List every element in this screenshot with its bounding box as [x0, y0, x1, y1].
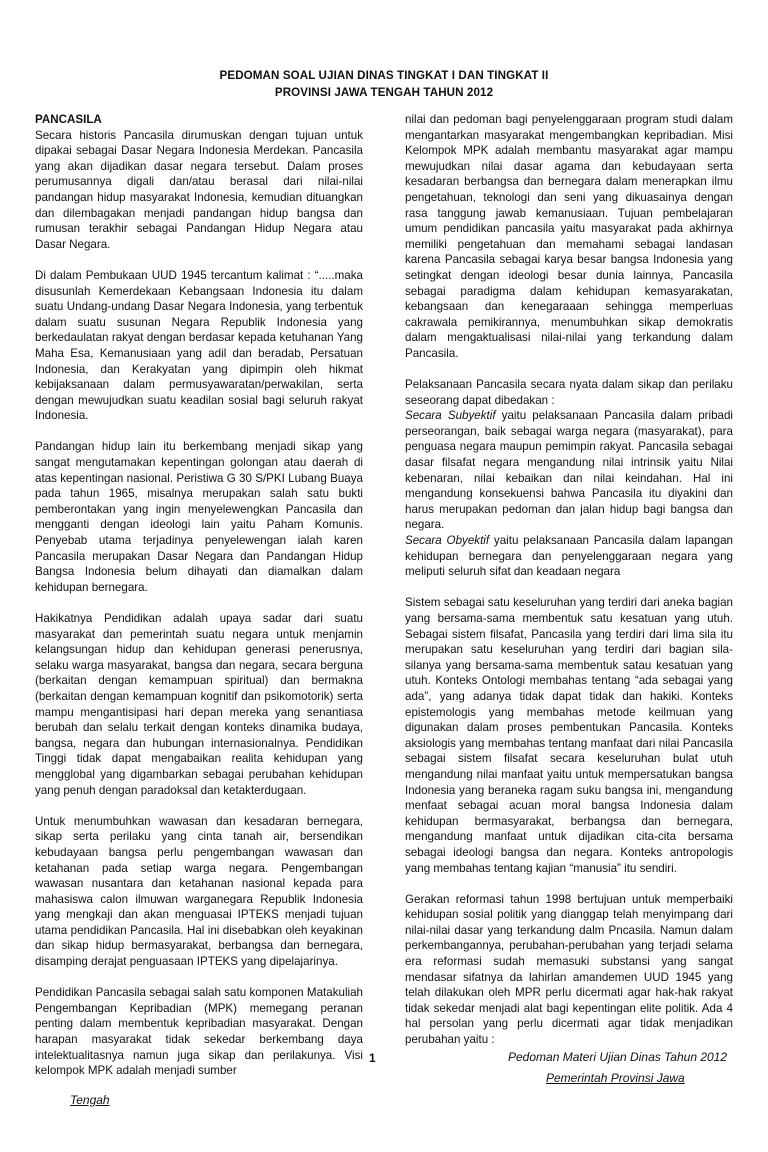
page-number: 1: [369, 1051, 376, 1065]
paragraph-mpk: Pendidikan Pancasila sebagai salah satu komponen Matakuliah Pengembangan Kepribadian (MPK) memegang peranan penting dalam membentuk kepribadian masyarakat. Dengan harapan masyarakat tidak sekedar berkembang daya intelektualitasnya namun juga sikap dan perilakunya. Visi kelompok MPK adalah menjadi sumber: [35, 986, 363, 1078]
implementation-intro: Pelaksanaan Pancasila secara nyata dalam sikap dan perilaku seseorang dapat dibedakan :: [405, 378, 733, 407]
paragraph-reform: Gerakan reformasi tahun 1998 bertujuan untuk memperbaiki kehidupan sosial politik yang dianggap telah menyimpang dari nilai-nilai dasar yang terkandung dalm Pncasila. Namun dalam perkembangannya, perubahan-perubahan yang terjadi selama era reformasi sudah memasuki substansi yang sangat mendasar sifatnya da lahirlan amandemen UUD 1945 yang telah dilakukan oleh MPR perlu dicermati agar hak-hak rakyat tidak sekedar menjadi alat bagi kepentingan elite politik. Ada 4 hal persolan yang perlu dicermati agar tidak menjadikan perubahan yaitu :: [405, 892, 733, 1047]
term-objective: Secara Obyektif: [405, 534, 490, 548]
title-line-2: PROVINSI JAWA TENGAH TAHUN 2012: [274, 86, 494, 99]
footer-publisher: Pemerintah Provinsi Jawa: [546, 1071, 685, 1085]
section-heading: PANCASILA: [35, 113, 102, 126]
term-subjective: Secara Subyektif: [405, 409, 496, 423]
left-column: [35, 112, 363, 1079]
footer-publisher-continued: Tengah: [70, 1093, 110, 1107]
paragraph-implementation: [405, 377, 733, 580]
paragraph-deviation: Pandangan hidup lain itu berkembang menjadi sikap yang sangat mengutamakan kepentingan golongan atau daerah di atas kepentingan nasional. Peristiwa G 30 S/PKI Lubang Buaya pada tahun 1965, misalnya merupakan salah satu bukti pemberontakan yang ingin menyelewengkan Pancasila dan mengganti dengan ideologi lain yaitu Paham Komunis. Penyebab utama terjadinya penyelewengan ialah karen Pancasila merupakan Dasar Negara dan Pandangan Hidup Bangsa Indonesia belum dihayati dan diamalkan dalam kehidupan bernegara.: [35, 440, 363, 594]
paragraph-mpk-continued: nilai dan pedoman bagi penyelenggaraan program studi dalam mengantarkan masyarakat mengembangkan kepribadian. Misi Kelompok MPK adalah membantu masyarakat agar mampu mewujudkan nilai dasar agama dan kebudayaan serta kesadaran berbangsa dan bernegara dalam menerapkan ilmu pengetahuan, teknologi dan seni yang dikuasainya dengan rasa tanggung jawab kemanusiaan. Tujuan pembelajaran umum pendidikan pancasila yaitu masyarakat pada akhirnya memiliki pengetahuan dan memahami sebagai landasan karena Pancasila sebagai karya besar bangsa Indonesia yang setingkat dengan ideologi besar dunia lainnya, Pancasila sebagai paradigma dalam kehidupan kemasyarakatan, kebangsaan dan kenegaraaan sehingga memperluas cakrawala pemikirannya, menumbuhkan sikap demokratis dalam mengaktualisasi nilai-nilai yang terkandung dalam Pancasila.: [405, 113, 733, 360]
paragraph-education: Hakikatnya Pendidikan adalah upaya sadar dari suatu masyarakat dan pemerintah suatu negara untuk menjamin kelangsungan hidup dan kehidupan generasi penerusnya, selaku warga masyarakat, bangsa dan negara, secara berguna (berkaitan dengan kemampuan spiritual) dan bermakna (berkaitan dengan kemampuan kognitif dan psikomotorik) serta mampu mengantisipasi hari depan mereka yang senantiasa berubah dan selalu terkait dengan konteks dinamika budaya, bangsa, negara dan hubungan internasionalnya. Pendidikan Tinggi tidak dapat mengabaikan realita kehidupan yang mengglobal yang digambarkan sebagai perubahan kehidupan yang penuh dengan paradoksal dan ketakterdugaan.: [35, 612, 363, 797]
subjective-text: yaitu pelaksanaan Pancasila dalam pribadi perseorangan, baik sebagai warga negara (masyarakat), para penguasa negara maupun pemimpin rakyat. Pancasila sebagai dasar filsafat negara mengandung nilai intrinsik yaitu Nilai kebenaran, nilai kebaikan dan nilai keindahan. Hal ini mengandung konsekuensi bahwa Pancasila itu diyakini dan harus merupakan pedoman dan jalan hidup bagi bangsa dan negara.: [405, 409, 733, 532]
paragraph-system: Sistem sebagai satu keseluruhan yang terdiri dari aneka bagian yang bersama-sama membentuk satu kesatuan yang utuh. Sebagai sistem filsafat, Pancasila yang terdiri dari lima sila itu merupakan satu keseluruhan yang terdiri dari bagian sila-silanya yang bersama-sama membentuk satau kesatuan yang utuh. Konteks Ontologi membahas tentang “ada sebagai yang ada”, yang adanya tidak dapat tidak dan hakiki. Konteks epistemologis yang membahas metode keilmuan yang digunakan dalam proses pembentukan Pancasila. Konteks aksiologis yang membahas tentang manfaat dari nilai Pancasila sebagai sistem filsafat secara keseluruhan bulat utuh mengandung nilai manfaat yaitu untuk mempersatukan bangsa Indonesia yang beraneka ragam suku bangsa ini, mengandung menfaat sebagai acuan moral bangsa Indonesia dalam kehidupan bermasyarakat, berbangsa dan bernegara, mengandung manfaat untuk dijadikan cita-cita bersama sebagai ideologi bangsa dan negara. Konteks antropologis yang membahas tentang kajian “manusia” itu sendiri.: [405, 596, 733, 875]
right-column: [405, 112, 733, 1048]
paragraph-awareness: Untuk menumbuhkan wawasan dan kesadaran bernegara, sikap serta perilaku yang cinta tanah air, bersendikan kebudayaan bangsa perlu pengembangan wawasan dan ketahanan pada setiap warga negara. Pengembangan wawasan nusantara dan ketahanan nasional kepada para mahasiswa calon ilmuwan warganegara Republik Indonesia yang mengkaji dan akan menguasai IPTEKS menjadi tujuan utama pendidikan Pancasila. Hal ini disebabkan oleh keyakinan dan sikap hidup bermasyarakat, berbangsa dan bernegara, disamping derajat penguasaan IPTEKS yang dipelajarinya.: [35, 814, 363, 969]
paragraph-history: Secara historis Pancasila dirumuskan dengan tujuan untuk dipakai sebagai Dasar Negara Indonesia Merdekan. Pancasila yang akan dijadikan dasar negara tersebut. Dalam proses perumusannya digali dan/atau berasal dari nilai-nilai pandangan hidup masyarakat Indonesia, kemudian dituangkan dan dilembagakan menjadi pandangan hidup bangsa dan rumusan terakhir sebagai Pandangan Hidup Negara atau Dasar Negara.: [35, 128, 363, 251]
document-title: [0, 67, 768, 101]
footer-title: Pedoman Materi Ujian Dinas Tahun 2012: [508, 1050, 728, 1064]
title-line-1: PEDOMAN SOAL UJIAN DINAS TINGKAT I DAN TINGKAT II: [219, 69, 549, 82]
objective-text: yaitu pelaksanaan Pancasila dalam lapangan kehidupan bernegara dan penyelenggaraan negara yang meliputi seluruh sifat dan keadaan negara: [405, 534, 734, 579]
paragraph-preamble: Di dalam Pembukaan UUD 1945 tercantum kalimat : “.....maka disusunlah Kemerdekaan Kebangsaan Indonesia itu dalam suatu Undang-undang Dasar Negara Indonesia, yang terbentuk dalam suatu susunan Negara Republik Indonesia yang berkedaulatan rakyat dengan berdasar kepada ketuhanan Yang Maha Esa, Kemanusiaan yang adil dan beradab, Persatuan Indonesia, dan Kerakyatan yang dipimpin oleh hikmat kebijaksanaan dalam permusyawaratan/perwakilan, serta dengan mewujudkan suatu keadilan sosial bagi seluruh rakyat Indonesia.: [35, 268, 363, 423]
